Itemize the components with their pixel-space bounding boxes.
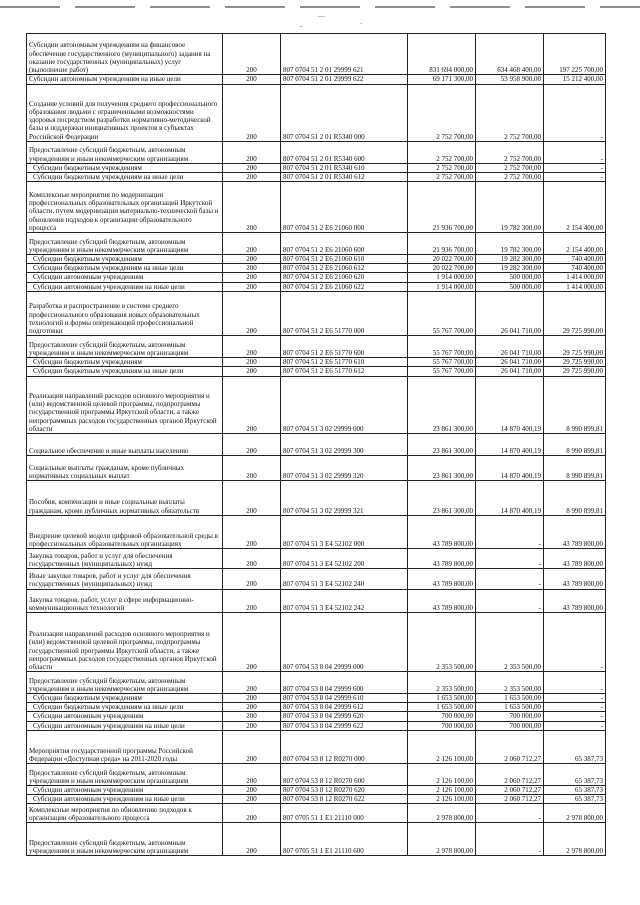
line-code-cell: 200 [223,549,281,569]
remaining-amount-cell: 65 387,73 [544,785,606,794]
budget-code-cell: 807 0704 51 3 02 29999 321 [281,481,408,516]
line-code-cell: 200 [223,785,281,794]
table-row [27,336,606,358]
assigned-amount-cell: 2 353 500,00 [408,613,476,672]
budget-code-cell: 807 0704 53 8 12 R0270 622 [281,795,408,804]
table-row [27,163,606,172]
row-name-cell: Субсидии автономным учреждениям на финансовое обеспечение государственного (муниципального) задания на оказание государственных (муниципальных) услуг (выполнение работ) [27,34,223,75]
assigned-amount-cell: 700 000,00 [408,712,476,721]
assigned-amount-cell: 2 126 100,00 [408,764,476,786]
line-code-cell: 200 [223,141,281,163]
table-row [27,84,606,141]
scan-mark: · [360,20,363,28]
row-name-cell: Субсидии автономным учреждениям на иные цели [27,282,223,291]
assigned-amount-cell: 23 861 300,00 [408,455,476,480]
executed-amount-cell: 2 752 700,00 [476,172,544,181]
assigned-amount-cell: 23 861 300,00 [408,481,476,516]
assigned-amount-cell: 43 789 800,00 [408,515,476,548]
table-row [27,376,606,433]
remaining-amount-cell: - [544,694,606,703]
table-row [27,764,606,786]
row-name-cell: Реализация направлений расходов основного мероприятия и (или) ведомственной целевой программы, подпрограммы государственной программы Иркутской области, а также непрограммных расходов государственных органов Иркутской области [27,376,223,433]
budget-execution-table [26,33,606,856]
budget-code-cell: 807 0704 53 8 04 29999 612 [281,703,408,712]
row-name-cell: Предоставление субсидий бюджетным, автономным учреждениям и иным некоммерческим организациям [27,672,223,694]
remaining-amount-cell: 29 725 990,00 [544,367,606,376]
budget-code-cell: 807 0704 51 2 01 29999 622 [281,75,408,84]
budget-code-cell: 807 0704 51 3 02 29999 000 [281,376,408,433]
row-name-cell: Комплексные мероприятия по модернизации профессиональных образовательных организаций Иркутской области, путем модернизации материально-технической базы и обновления подходов к организации образовательного процесса [27,182,223,233]
remaining-amount-cell: 29 725 990,00 [544,336,606,358]
remaining-amount-cell: 740 400,00 [544,254,606,263]
table-row [27,515,606,548]
budget-code-cell: 807 0704 51 3 02 29999 320 [281,455,408,480]
table-row [27,358,606,367]
executed-amount-cell: 634 468 400,00 [476,34,544,75]
line-code-cell: 200 [223,569,281,589]
assigned-amount-cell: 55 767 700,00 [408,336,476,358]
remaining-amount-cell: - [544,84,606,141]
row-name-cell: Субсидии бюджетным учреждениям [27,358,223,367]
budget-code-cell: 807 0704 53 8 04 29999 000 [281,613,408,672]
line-code-cell: 200 [223,455,281,480]
row-name-cell: Предоставление субсидий бюджетным, автономным учреждениям и иным некоммерческим организациям [27,141,223,163]
budget-code-cell: 807 0704 51 3 Е4 52102 240 [281,569,408,589]
table-row [27,703,606,712]
executed-amount-cell: 2 060 712,27 [476,785,544,794]
line-code-cell: 200 [223,367,281,376]
remaining-amount-cell: 8 990 899,81 [544,481,606,516]
line-code-cell: 200 [223,264,281,273]
executed-amount-cell: 2 752 700,00 [476,84,544,141]
row-name-cell: Субсидии бюджетным учреждениям [27,163,223,172]
executed-amount-cell: 700 000,00 [476,721,544,730]
budget-code-cell: 807 0705 51 1 Е1 21110 600 [281,823,408,856]
table-row [27,264,606,273]
assigned-amount-cell: 20 022 700,00 [408,254,476,263]
assigned-amount-cell: 55 767 700,00 [408,358,476,367]
table-row [27,75,606,84]
line-code-cell: 200 [223,172,281,181]
assigned-amount-cell: 700 000,00 [408,721,476,730]
row-name-cell: Субсидии автономным учреждениям на иные цели [27,75,223,84]
budget-code-cell: 807 0704 51 2 Е6 51770 600 [281,336,408,358]
table-row [27,291,606,336]
assigned-amount-cell: 2 353 500,00 [408,672,476,694]
executed-amount-cell: 26 041 710,00 [476,367,544,376]
row-name-cell: Закупка товаров, работ, услуг в сфере информационно-коммуникационных технологий [27,589,223,613]
row-name-cell: Внедрение целевой модели цифровой образовательной среды в профессиональных образовательных организациях [27,515,223,548]
line-code-cell: 200 [223,291,281,336]
budget-code-cell: 807 0704 51 2 Е6 51770 000 [281,291,408,336]
row-name-cell: Субсидии автономным учреждениям [27,273,223,282]
executed-amount-cell: 2 353 500,00 [476,672,544,694]
assigned-amount-cell: 1 914 000,00 [408,273,476,282]
remaining-amount-cell: 43 789 800,00 [544,569,606,589]
assigned-amount-cell: 1 653 500,00 [408,694,476,703]
line-code-cell: 200 [223,703,281,712]
budget-code-cell: 807 0704 51 3 Е4 52102 242 [281,589,408,613]
row-name-cell: Субсидии бюджетным учреждениям на иные цели [27,703,223,712]
remaining-amount-cell: 43 789 800,00 [544,549,606,569]
executed-amount-cell: 2 060 712,27 [476,764,544,786]
executed-amount-cell: - [476,549,544,569]
budget-code-cell: 807 0704 51 3 Е4 52102 000 [281,515,408,548]
assigned-amount-cell: 2 126 100,00 [408,785,476,794]
executed-amount-cell: 19 782 300,00 [476,182,544,233]
remaining-amount-cell: - [544,721,606,730]
budget-code-cell: 807 0704 51 2 Е6 51770 610 [281,358,408,367]
executed-amount-cell: - [476,515,544,548]
budget-code-cell: 807 0704 51 2 Е6 21060 600 [281,233,408,255]
row-name-cell: Социальное обеспечение и иные выплаты населению [27,433,223,455]
assigned-amount-cell: 20 022 700,00 [408,264,476,273]
assigned-amount-cell: 23 861 300,00 [408,376,476,433]
remaining-amount-cell: 2 978 800,00 [544,823,606,856]
table-row [27,694,606,703]
table-row [27,672,606,694]
table-row [27,785,606,794]
remaining-amount-cell: - [544,613,606,672]
table-row [27,823,606,856]
scan-top-border [0,6,640,8]
budget-code-cell: 807 0704 53 8 04 29999 620 [281,712,408,721]
budget-code-cell: 807 0704 51 2 01 R5340 610 [281,163,408,172]
budget-code-cell: 807 0704 53 8 12 R0270 600 [281,764,408,786]
budget-code-cell: 807 0704 51 2 Е6 51770 612 [281,367,408,376]
assigned-amount-cell: 21 936 700,00 [408,233,476,255]
executed-amount-cell: 1 653 500,00 [476,703,544,712]
table-row [27,589,606,613]
assigned-amount-cell: 2 126 100,00 [408,730,476,763]
line-code-cell: 200 [223,730,281,763]
table-row [27,569,606,589]
budget-code-cell: 807 0704 53 8 04 29999 600 [281,672,408,694]
budget-code-cell: 807 0704 53 8 12 R0270 620 [281,785,408,794]
table-row [27,549,606,569]
assigned-amount-cell: 831 694 000,00 [408,34,476,75]
executed-amount-cell: 1 653 500,00 [476,694,544,703]
assigned-amount-cell: 43 789 800,00 [408,549,476,569]
remaining-amount-cell: - [544,141,606,163]
remaining-amount-cell: 8 990 899,81 [544,455,606,480]
line-code-cell: 200 [223,613,281,672]
executed-amount-cell: 26 041 710,00 [476,336,544,358]
budget-code-cell: 807 0704 51 2 01 R5340 000 [281,84,408,141]
row-name-cell: Закупка товаров, работ и услуг для обеспечения государственных (муниципальных) нужд [27,549,223,569]
budget-code-cell: 807 0704 51 2 Е6 21060 612 [281,264,408,273]
budget-code-cell: 807 0704 51 2 Е6 21060 610 [281,254,408,263]
row-name-cell: Субсидии бюджетным учреждениям [27,254,223,263]
row-name-cell: Субсидии бюджетным учреждениям [27,694,223,703]
table-row [27,481,606,516]
line-code-cell: 200 [223,182,281,233]
line-code-cell: 200 [223,34,281,75]
table-row [27,712,606,721]
assigned-amount-cell: 2 752 700,00 [408,84,476,141]
row-name-cell: Разработка и распространение в системе среднего профессионального образования новых образовательных технологий и формы опережающей профессиональной подготовки [27,291,223,336]
executed-amount-cell: 14 870 400,19 [476,376,544,433]
line-code-cell: 200 [223,694,281,703]
remaining-amount-cell: - [544,163,606,172]
remaining-amount-cell: 8 990 899,81 [544,376,606,433]
assigned-amount-cell: 69 171 300,00 [408,75,476,84]
line-code-cell: 200 [223,233,281,255]
table-row [27,367,606,376]
executed-amount-cell: 500 000,00 [476,282,544,291]
table-row [27,233,606,255]
table-row [27,433,606,455]
line-code-cell: 200 [223,84,281,141]
remaining-amount-cell: - [544,172,606,181]
row-name-cell: Субсидии автономным учреждениям на иные цели [27,721,223,730]
remaining-amount-cell: 8 990 899,81 [544,433,606,455]
remaining-amount-cell: 29 725 990,00 [544,291,606,336]
executed-amount-cell: 14 870 400,19 [476,455,544,480]
line-code-cell: 200 [223,721,281,730]
assigned-amount-cell: 2 752 700,00 [408,172,476,181]
remaining-amount-cell: 2 978 800,00 [544,804,606,823]
line-code-cell: 200 [223,282,281,291]
table-row [27,455,606,480]
executed-amount-cell: 19 282 300,00 [476,254,544,263]
remaining-amount-cell: 2 154 400,00 [544,233,606,255]
row-name-cell: Предоставление субсидий бюджетным, автономным учреждениям и иным некоммерческим организациям [27,823,223,856]
table-row [27,730,606,763]
budget-code-cell: 807 0704 51 2 01 R5340 612 [281,172,408,181]
row-name-cell: Предоставление субсидий бюджетным, автономным учреждениям и иным некоммерческим организациям [27,764,223,786]
executed-amount-cell: - [476,569,544,589]
remaining-amount-cell: 65 387,73 [544,730,606,763]
assigned-amount-cell: 55 767 700,00 [408,367,476,376]
executed-amount-cell: 14 870 400,19 [476,481,544,516]
line-code-cell: 200 [223,804,281,823]
assigned-amount-cell: 2 752 700,00 [408,141,476,163]
line-code-cell: 200 [223,515,281,548]
table-row [27,613,606,672]
line-code-cell: 200 [223,795,281,804]
executed-amount-cell: 500 000,00 [476,273,544,282]
remaining-amount-cell: - [544,712,606,721]
budget-code-cell: 807 0704 53 8 12 R0270 000 [281,730,408,763]
row-name-cell: Предоставление субсидий бюджетным, автономным учреждениям и иным некоммерческим организациям [27,233,223,255]
row-name-cell: Предоставление субсидий бюджетным, автономным учреждениям и иным некоммерческим организациям [27,336,223,358]
assigned-amount-cell: 43 789 800,00 [408,589,476,613]
budget-code-cell: 807 0705 51 1 Е1 21110 000 [281,804,408,823]
remaining-amount-cell: - [544,672,606,694]
scan-mark: - [300,22,303,30]
line-code-cell: 200 [223,712,281,721]
executed-amount-cell: 19 282 300,00 [476,264,544,273]
remaining-amount-cell: 65 387,73 [544,795,606,804]
line-code-cell: 200 [223,75,281,84]
assigned-amount-cell: 21 936 700,00 [408,182,476,233]
budget-code-cell: 807 0704 51 2 Е6 21060 620 [281,273,408,282]
executed-amount-cell: 26 041 710,00 [476,358,544,367]
assigned-amount-cell: 23 861 300,00 [408,433,476,455]
remaining-amount-cell: - [544,703,606,712]
assigned-amount-cell: 2 978 800,00 [408,823,476,856]
line-code-cell: 200 [223,273,281,282]
executed-amount-cell: 2 060 712,27 [476,795,544,804]
budget-code-cell: 807 0704 51 2 Е6 21060 000 [281,182,408,233]
table-row [27,172,606,181]
row-name-cell: Субсидии бюджетным учреждениям на иные цели [27,172,223,181]
row-name-cell: Мероприятия государственной программы Российской Федерации «Доступная среда» на 2011-2020 годы [27,730,223,763]
line-code-cell: 200 [223,163,281,172]
table-row [27,34,606,75]
assigned-amount-cell: 2 126 100,00 [408,795,476,804]
table-row [27,804,606,823]
budget-code-cell: 807 0704 51 3 Е4 52102 200 [281,549,408,569]
row-name-cell: Комплексные мероприятия по обновлению подходов к организации образовательного процесса [27,804,223,823]
scan-mark: — [318,12,325,20]
row-name-cell: Субсидии автономным учреждениям [27,785,223,794]
line-code-cell: 200 [223,481,281,516]
assigned-amount-cell: 55 767 700,00 [408,291,476,336]
line-code-cell: 200 [223,358,281,367]
budget-code-cell: 807 0704 51 2 01 R5340 600 [281,141,408,163]
remaining-amount-cell: 1 414 000,00 [544,282,606,291]
remaining-amount-cell: 43 789 800,00 [544,589,606,613]
executed-amount-cell: 19 782 300,00 [476,233,544,255]
executed-amount-cell: - [476,823,544,856]
remaining-amount-cell: 43 789 800,00 [544,515,606,548]
line-code-cell: 200 [223,433,281,455]
table-row [27,721,606,730]
budget-code-cell: 807 0704 53 8 04 29999 622 [281,721,408,730]
assigned-amount-cell: 2 752 700,00 [408,163,476,172]
row-name-cell: Субсидии бюджетным учреждениям на иные цели [27,264,223,273]
row-name-cell: Субсидии автономным учреждениям [27,712,223,721]
executed-amount-cell: 700 000,00 [476,712,544,721]
budget-code-cell: 807 0704 51 2 01 29999 621 [281,34,408,75]
budget-code-cell: 807 0704 51 2 Е6 21060 622 [281,282,408,291]
row-name-cell: Создание условий для получения среднего профессионального образования людьми с ограниченными возможностями здоровья посредством разработки нормативно-методической базы и поддержки инициативных проектов в субъектах Российской Федерации [27,84,223,141]
table-row [27,273,606,282]
remaining-amount-cell: 15 212 400,00 [544,75,606,84]
table-row [27,254,606,263]
assigned-amount-cell: 2 978 800,00 [408,804,476,823]
assigned-amount-cell: 1 653 500,00 [408,703,476,712]
row-name-cell: Иные закупки товаров, работ и услуг для обеспечения государственных (муниципальных) нужд [27,569,223,589]
executed-amount-cell: 2 353 500,00 [476,613,544,672]
line-code-cell: 200 [223,336,281,358]
executed-amount-cell: 2 752 700,00 [476,163,544,172]
line-code-cell: 200 [223,764,281,786]
line-code-cell: 200 [223,672,281,694]
line-code-cell: 200 [223,254,281,263]
remaining-amount-cell: 2 154 400,00 [544,182,606,233]
executed-amount-cell: 53 958 900,00 [476,75,544,84]
budget-code-cell: 807 0704 53 8 04 29999 610 [281,694,408,703]
line-code-cell: 200 [223,376,281,433]
remaining-amount-cell: 29 725 990,00 [544,358,606,367]
executed-amount-cell: 2 752 700,00 [476,141,544,163]
line-code-cell: 200 [223,823,281,856]
executed-amount-cell: - [476,589,544,613]
table-row [27,182,606,233]
remaining-amount-cell: 740 400,00 [544,264,606,273]
row-name-cell: Реализация направлений расходов основного мероприятия и (или) ведомственной целевой программы, подпрограммы государственной программы Иркутской области, а также непрограммных расходов государственных органов Иркутской области [27,613,223,672]
table-body [27,34,606,856]
row-name-cell: Субсидии бюджетным учреждениям на иные цели [27,367,223,376]
line-code-cell: 200 [223,589,281,613]
table-row [27,141,606,163]
remaining-amount-cell: 1 414 000,00 [544,273,606,282]
budget-code-cell: 807 0704 51 3 02 29999 300 [281,433,408,455]
table-row [27,795,606,804]
executed-amount-cell: 14 870 400,19 [476,433,544,455]
remaining-amount-cell: 65 387,73 [544,764,606,786]
remaining-amount-cell: 197 225 700,00 [544,34,606,75]
row-name-cell: Пособия, компенсации и иные социальные выплаты гражданам, кроме публичных нормативных обязательств [27,481,223,516]
assigned-amount-cell: 1 914 000,00 [408,282,476,291]
assigned-amount-cell: 43 789 800,00 [408,569,476,589]
executed-amount-cell: - [476,804,544,823]
row-name-cell: Социальные выплаты гражданам, кроме публичных нормативных социальных выплат [27,455,223,480]
row-name-cell: Субсидии автономным учреждениям на иные цели [27,795,223,804]
executed-amount-cell: 26 041 710,00 [476,291,544,336]
table-row [27,282,606,291]
executed-amount-cell: 2 060 712,27 [476,730,544,763]
